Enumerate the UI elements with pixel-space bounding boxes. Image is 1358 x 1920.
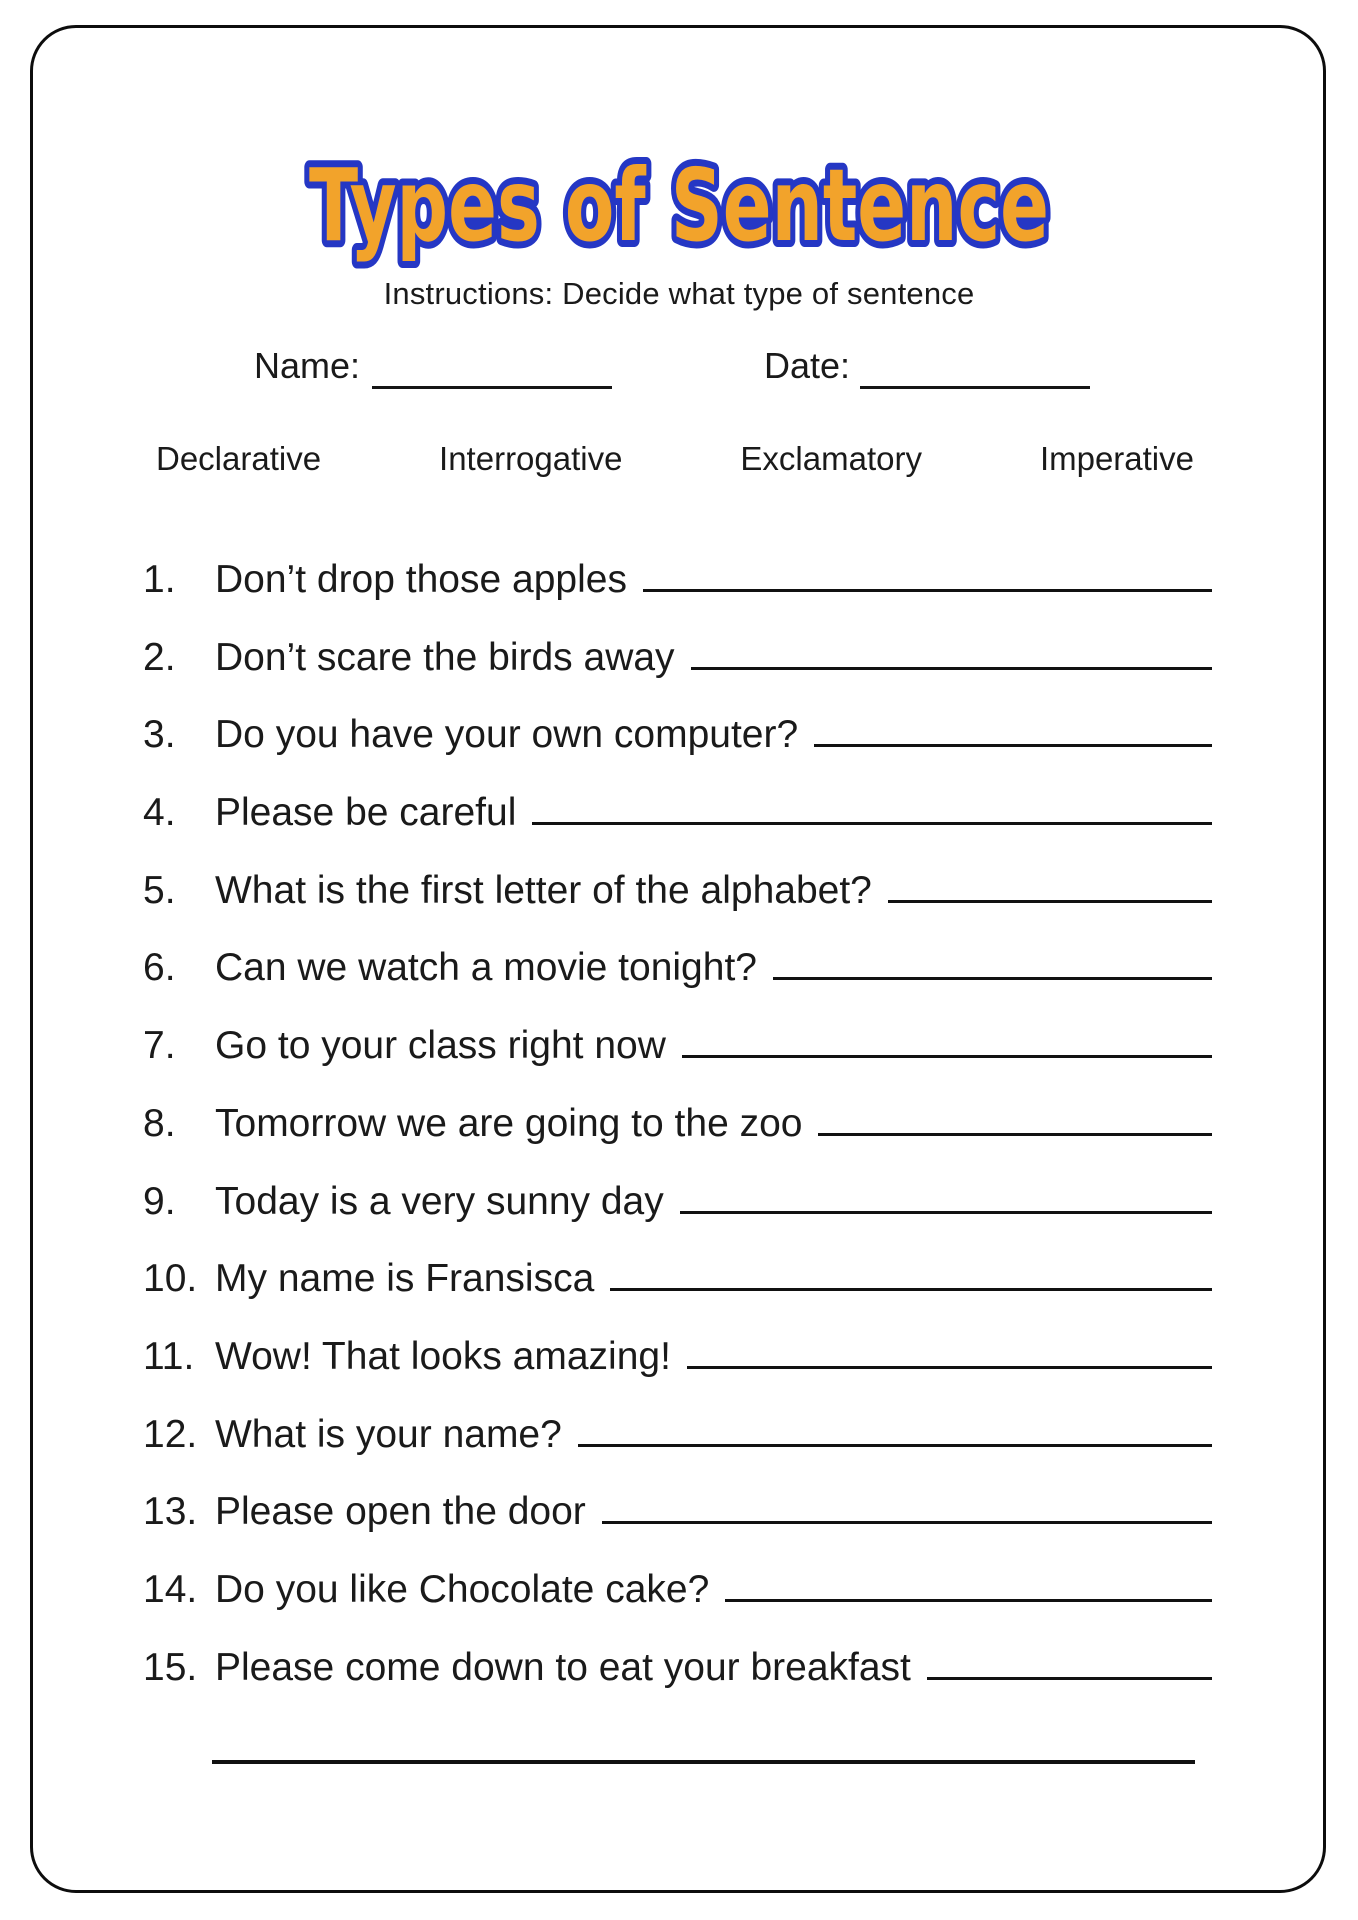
- answer-blank-line: [532, 798, 1212, 825]
- list-item: [143, 696, 1212, 774]
- item-sentence: Please open the door: [215, 1490, 586, 1534]
- list-item: [143, 1007, 1212, 1085]
- extra-writing-line: [212, 1760, 1195, 1764]
- item-number: 12.: [143, 1412, 198, 1456]
- list-item: [143, 1629, 1212, 1707]
- answer-blank-line: [814, 720, 1212, 747]
- date-label: Date:: [764, 345, 851, 386]
- item-sentence: My name is Fransisca: [215, 1257, 595, 1301]
- answer-blank-line: [578, 1420, 1212, 1447]
- name-label: Name:: [254, 345, 361, 386]
- list-item: [143, 619, 1212, 697]
- answer-blank-line: [680, 1187, 1212, 1214]
- instructions-text: Instructions: Decide what type of sentence: [383, 276, 975, 311]
- page-title: Types of Sentence: [309, 147, 1049, 264]
- item-number: 2.: [143, 635, 176, 679]
- list-item: [143, 1240, 1212, 1318]
- sentence-type-options: [156, 440, 1194, 478]
- answer-blank-line: [725, 1575, 1212, 1602]
- item-sentence: Can we watch a movie tonight?: [215, 946, 757, 990]
- list-item: [143, 541, 1212, 619]
- answer-blank-line: [687, 1342, 1212, 1369]
- worksheet-title-art: [0, 118, 1358, 288]
- item-number: 9.: [143, 1179, 176, 1223]
- item-sentence: What is the first letter of the alphabet?: [215, 868, 872, 912]
- list-item: [143, 1396, 1212, 1474]
- category-declarative: Declarative: [156, 440, 322, 477]
- answer-blank-line: [927, 1653, 1212, 1680]
- item-number: 14.: [143, 1567, 198, 1611]
- item-number: 4.: [143, 791, 176, 835]
- item-sentence: Don’t scare the birds away: [215, 635, 675, 679]
- item-number: 6.: [143, 946, 176, 990]
- item-sentence: What is your name?: [215, 1412, 562, 1456]
- list-item: [143, 1551, 1212, 1629]
- list-item: [143, 774, 1212, 852]
- item-number: 11.: [143, 1334, 195, 1378]
- item-sentence: Don’t drop those apples: [215, 558, 627, 601]
- date-blank-line: [860, 386, 1090, 389]
- item-sentence: Please be careful: [215, 791, 517, 835]
- item-number: 8.: [143, 1101, 176, 1145]
- item-number: 7.: [143, 1024, 176, 1068]
- item-number: 13.: [143, 1490, 198, 1534]
- item-sentence: Do you have your own computer?: [215, 713, 799, 757]
- answer-blank-line: [682, 1031, 1212, 1058]
- category-imperative: Imperative: [1039, 440, 1194, 477]
- answer-blank-line: [818, 1109, 1212, 1136]
- category-interrogative: Interrogative: [439, 440, 623, 477]
- list-item: [143, 852, 1212, 930]
- answer-blank-line: [888, 876, 1212, 903]
- answer-blank-line: [643, 565, 1212, 592]
- item-number: 15.: [143, 1645, 198, 1689]
- item-sentence: Please come down to eat your breakfast: [215, 1645, 911, 1689]
- item-number: 10.: [143, 1257, 198, 1301]
- answer-blank-line: [773, 953, 1212, 980]
- item-sentence: Do you like Chocolate cake?: [215, 1567, 710, 1611]
- item-number: 3.: [143, 713, 176, 757]
- item-sentence: Tomorrow we are going to the zoo: [215, 1101, 803, 1145]
- list-item: [143, 1473, 1212, 1551]
- item-sentence: Wow! That looks amazing!: [215, 1334, 671, 1378]
- item-number: 1.: [143, 558, 176, 601]
- list-item: [143, 1085, 1212, 1163]
- sentence-list: [143, 541, 1212, 1706]
- answer-blank-line: [610, 1264, 1212, 1291]
- list-item: [143, 929, 1212, 1007]
- list-item: [143, 1318, 1212, 1396]
- item-number: 5.: [143, 868, 176, 912]
- name-blank-line: [372, 386, 612, 389]
- answer-blank-line: [691, 643, 1212, 670]
- category-exclamatory: Exclamatory: [740, 440, 922, 477]
- item-sentence: Today is a very sunny day: [215, 1179, 664, 1223]
- answer-blank-line: [602, 1497, 1212, 1524]
- item-sentence: Go to your class right now: [215, 1024, 666, 1068]
- list-item: [143, 1163, 1212, 1241]
